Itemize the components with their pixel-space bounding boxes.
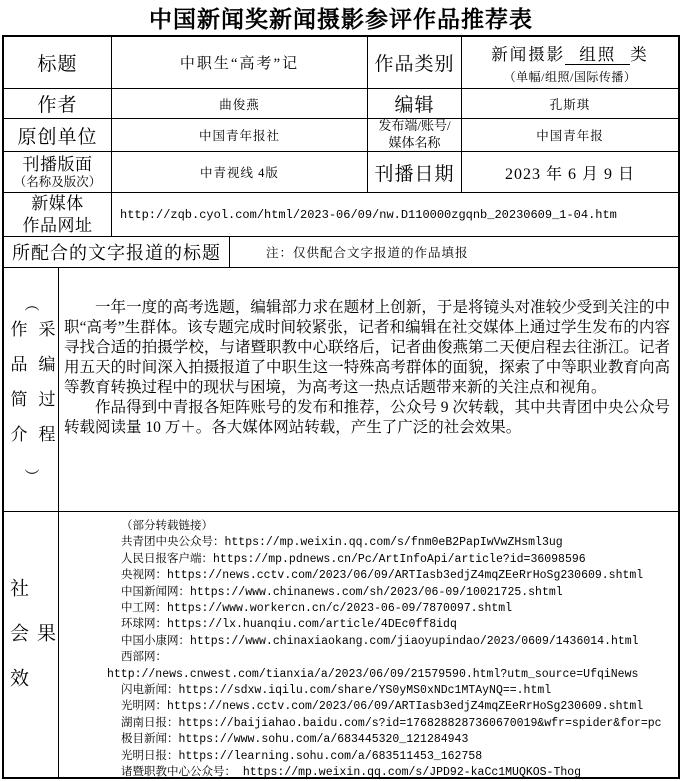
publish-platform-label-line1: 发布端/账号/: [378, 119, 451, 134]
category-value-cell: [462, 37, 678, 88]
title-label: 标题: [4, 37, 112, 88]
form-table: [2, 35, 680, 779]
form-title: 中国新闻奖新闻摄影参评作品推荐表: [149, 6, 533, 32]
header-vertical-columns: [5, 317, 58, 463]
publish-date-value: 2023 年 6 月 9 日: [504, 165, 635, 183]
publish-platform-label-line2: 媒体名称: [388, 135, 441, 150]
original-unit-value: 中国青年报社: [112, 119, 368, 151]
editor-label: 编辑: [368, 89, 462, 118]
introduction-paragraph-2: 作品得到中青报各矩阵账号的发布和推荐，公众号 9 次转载，其中共青团中央公众号转载阅读量 10 万＋。各大媒体网站转载，产生了广泛的社会效果。: [64, 399, 670, 436]
publish-date-label: 刊播日期: [368, 152, 462, 192]
author-label: 作者: [4, 89, 112, 118]
row-original-unit: [4, 119, 678, 152]
social-effect-header: [4, 512, 59, 779]
row-work-introduction: [4, 268, 678, 512]
repost-link-line: 光明网：https://news.cctv.com/2023/06/09/ARTIasb3edjZ4mqZEeRrHoSg230609.shtml: [121, 700, 644, 714]
repost-link-line: 人民日报客户端：https://mp.pdnews.cn/Pc/ArtInfoApi/article?id=36098596: [121, 552, 586, 566]
edition-label-line1: 刊播版面: [22, 154, 93, 174]
category-suffix: 类: [630, 44, 649, 64]
repost-link-line: 央视网：https://news.cctv.com/2023/06/09/ARTIasb3edjZ4mqZEeRrHoSg230609.shtml: [121, 569, 644, 583]
repost-link-line: 诸暨职教中心公众号： https://mp.weixin.qq.com/s/JPD92-kaCc1MUQKOS-Thog: [121, 766, 582, 779]
related-text-report-note: 注：仅供配合文字报道的作品填报: [266, 246, 469, 260]
repost-link-line: 极目新闻：https://www.sohu.com/a/683445320_121284943: [121, 733, 469, 747]
repost-link-line: 共青团中央公众号：https://mp.weixin.qq.com/s/fnm0eB2PapIwVwZHsml3ug: [121, 536, 563, 550]
title-value: 中职生“高考”记: [112, 37, 368, 88]
repost-link-line: 中国小康网：https://www.chinaxiaokang.com/jiaoyupindao/2023/0609/1436014.html: [121, 634, 639, 648]
repost-link-line: 中国新闻网：https://www.chinanews.com/sh/2023/06-09/10021725.shtml: [121, 585, 563, 599]
row-author-editor: [4, 89, 678, 119]
row-new-media-url: [4, 193, 678, 237]
edition-label: [4, 152, 112, 192]
header-column-right: 采编过程: [35, 319, 55, 460]
social-effect-content: [59, 512, 678, 779]
work-introduction-header: [4, 268, 59, 511]
category-line: [491, 41, 649, 65]
header-open-paren: （: [22, 295, 39, 312]
category-prefix: 新闻摄影: [491, 44, 566, 64]
new-media-url-label: [4, 193, 112, 236]
original-unit-label: 原创单位: [4, 119, 112, 151]
repost-link-line: http://news.cnwest.com/tianxia/a/2023/06/09/21579590.html?utm_source=UfqiNews: [107, 667, 639, 681]
row-edition-date: [4, 152, 678, 193]
row-related-text-report: [4, 237, 678, 268]
publish-platform-value: 中国青年报: [536, 129, 604, 143]
row-title-category: [4, 37, 678, 89]
new-media-url-label-line2: 作品网址: [22, 215, 93, 235]
repost-links-intro: （部分转载链接）: [121, 520, 213, 533]
repost-link-line: 光明日报：https://learning.sohu.com/a/683511453_162758: [121, 749, 483, 763]
category-options-note: （单幅/组照/国际传播）: [503, 69, 637, 84]
edition-value: 中青视线 4版: [112, 152, 368, 192]
new-media-url-label-line1: 新媒体: [31, 194, 84, 214]
category-label: 作品类别: [368, 37, 462, 88]
author-value: 曲俊燕: [112, 89, 368, 118]
publish-platform-label: [368, 119, 462, 151]
repost-link-line: 西部网：: [121, 651, 167, 665]
introduction-paragraph-1: 一年一度的高考选题，编辑部力求在题材上创新，于是将镜头对准较少受到关注的中职“高考”生群体。该专题完成时间较紧张，记者和编辑在社交媒体上通过学生发布的内容寻找合适的拍摄学校，与诸暨职教中心联络后，记者曲俊燕第二天便启程去往浙江。记者用五天的时间深入拍摄报道了中职生这一特殊高考群体的面貌，探索了中等职业教育向高等教育转换过程中的现状与困境，为高考这一热点话题带来新的关注点和视角。: [64, 299, 670, 396]
repost-link-line: 湖南日报：https://baijiahao.baidu.com/s?id=1768288287360670019&wfr=spider&for=pc: [121, 716, 662, 730]
row-social-effect: [4, 512, 678, 779]
social-effect-header-text: 社会效果: [7, 578, 55, 713]
work-introduction-content: [59, 268, 678, 511]
edition-label-line2: （名称及版次）: [13, 174, 102, 189]
header-column-left: 作品简介: [7, 319, 27, 460]
header-close-paren: ）: [22, 467, 39, 484]
new-media-url-value: http://zqb.cyol.com/html/2023-06/09/nw.D110000zgqnb_20230609_1-04.htm: [120, 207, 617, 222]
related-text-report-label: 所配合的文字报道的标题: [4, 237, 230, 267]
repost-link-line: 环球网：https://lx.huanqiu.com/article/4DEc0ff8idq: [121, 618, 457, 632]
category-selected-value: 组照: [565, 45, 630, 65]
repost-link-line: 闪电新闻：https://sdxw.iqilu.com/share/YS0yMS0xNDc1MTAyNQ==.html: [121, 684, 552, 698]
editor-value: 孔斯琪: [549, 97, 591, 112]
repost-link-line: 中工网：https://www.workercn.cn/c/2023-06-09/7870097.shtml: [121, 602, 513, 616]
